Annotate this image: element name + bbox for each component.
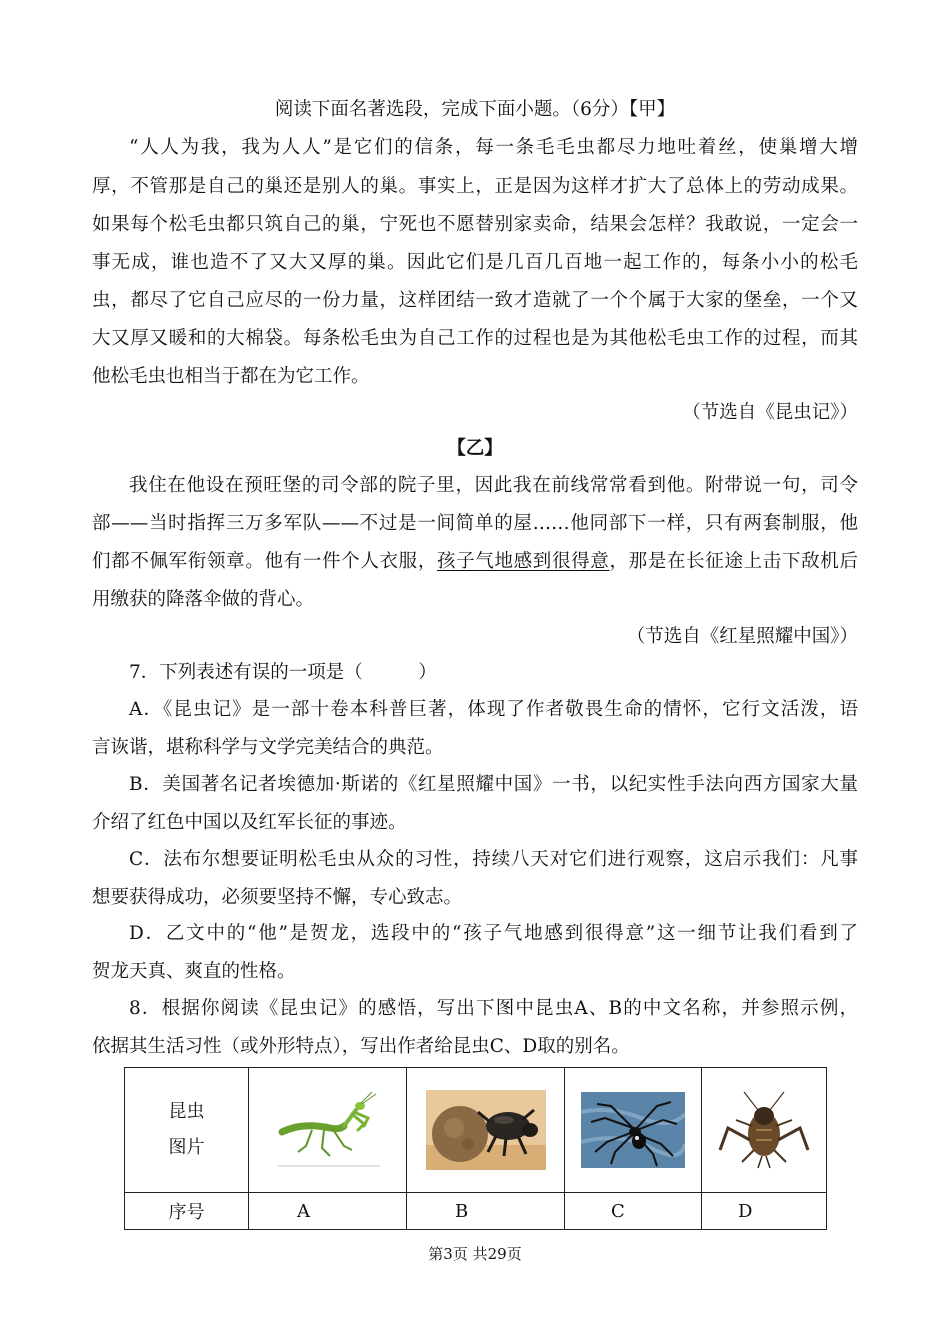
insect-id-b: B xyxy=(407,1193,565,1230)
option-d: D．乙文中的“他”是贺龙，选段中的“孩子气地感到很得意”这一细节让我们看到了 xyxy=(129,923,858,944)
passage-a-line: 事无成，谁也造不了又大又厚的巢。因此它们是几百几百地一起工作的，每条小小的松毛 xyxy=(92,252,858,273)
passage-b-line: 部——当时指挥三万多军队——不过是一间简单的屋……他同部下一样，只有两套制服，他 xyxy=(92,513,858,534)
picture-cell-a xyxy=(249,1068,407,1193)
passage-a-line: 如果每个松毛虫都只筑自己的巢，宁死也不愿替别家卖命，结果会怎样？我敢说，一定会一 xyxy=(92,214,858,235)
underlined-phrase: 孩子气地感到很得意 xyxy=(436,551,610,572)
question-7-stem: 7．下列表述有误的一项是（ ） xyxy=(129,662,437,683)
passage-b-heading: 【乙】 xyxy=(447,438,503,459)
option-a: A．《昆虫记》是一部十卷本科普巨著，体现了作者敬畏生命的情怀，它行文活泼，语 xyxy=(129,699,858,720)
option-a-cont: 言诙谐，堪称科学与文学完美结合的典范。 xyxy=(92,737,444,758)
label-picture: 图片 xyxy=(168,1137,205,1158)
passage-a-line: 虫，都尽了它自己应尽的一份力量，这样团结一致才造就了一个个属于大家的堡垒，一个又 xyxy=(92,290,858,311)
passage-b-line xyxy=(92,550,858,574)
passage-b-text: ，那是在长征途上击下敌机后 xyxy=(609,551,858,572)
insect-id-d: D xyxy=(702,1193,827,1230)
page-footer: 第3页 共29页 xyxy=(428,1245,522,1263)
dung-beetle-icon xyxy=(426,1090,546,1170)
passage-b-line: 我住在他设在预旺堡的司令部的院子里，因此我在前线常常看到他。附带说一句，司令 xyxy=(129,475,858,496)
passage-b-text: 们都不佩军衔领章。他有一件个人衣服， xyxy=(92,551,437,572)
picture-cell-c xyxy=(565,1068,702,1193)
passage-a-line: 他松毛虫也相当于都在为它工作。 xyxy=(92,366,370,387)
question-8-stem: 8．根据你阅读《昆虫记》的感悟，写出下图中昆虫A、B的中文名称，并参照示例， xyxy=(129,998,858,1019)
id-row-label: 序号 xyxy=(125,1193,249,1230)
reading-intro: 阅读下面名著选段，完成下面小题。（6分）【甲】 xyxy=(274,99,676,120)
question-8-stem-cont: 依据其生活习性（或外形特点），写出作者给昆虫C、D取的别名。 xyxy=(92,1036,630,1057)
passage-a-line: “人人为我，我为人人”是它们的信条，每一条毛毛虫都尽力地吐着丝，使巢增大增 xyxy=(129,137,858,158)
passage-a-line: 大又厚又暖和的大棉袋。每条松毛虫为自己工作的过程也是为其他松毛虫工作的过程，而其 xyxy=(92,328,858,349)
insect-id-c: C xyxy=(565,1193,702,1230)
insect-id-a: A xyxy=(249,1193,407,1230)
picture-cell-d xyxy=(702,1068,827,1193)
cricket-icon xyxy=(714,1090,814,1170)
option-b-cont: 介绍了红色中国以及红军长征的事迹。 xyxy=(92,812,407,833)
passage-b-line: 用缴获的降落伞做的背心。 xyxy=(92,589,315,610)
insect-table xyxy=(124,1067,827,1230)
picture-row-label xyxy=(125,1068,249,1193)
label-insect: 昆虫 xyxy=(168,1101,205,1122)
option-c: C．法布尔想要证明松毛虫从众的习性，持续八天对它们进行观察，这启示我们：凡事 xyxy=(129,849,858,870)
option-b: B．美国著名记者埃德加·斯诺的《红星照耀中国》一书，以纪实性手法向西方国家大量 xyxy=(129,774,858,795)
option-d-cont: 贺龙天真、爽直的性格。 xyxy=(92,961,296,982)
passage-a-line: 厚，不管那是自己的巢还是别人的巢。事实上，正是因为这样才扩大了总体上的劳动成果。 xyxy=(92,176,858,197)
mantis-icon xyxy=(272,1090,384,1170)
passage-a-source: （节选自《昆虫记》） xyxy=(682,402,858,423)
option-c-cont: 想要获得成功，必须要坚持不懈，专心致志。 xyxy=(92,887,463,908)
spider-icon xyxy=(581,1092,685,1168)
picture-cell-b xyxy=(407,1068,565,1193)
passage-b-source: （节选自《红星照耀中国》） xyxy=(626,626,858,647)
